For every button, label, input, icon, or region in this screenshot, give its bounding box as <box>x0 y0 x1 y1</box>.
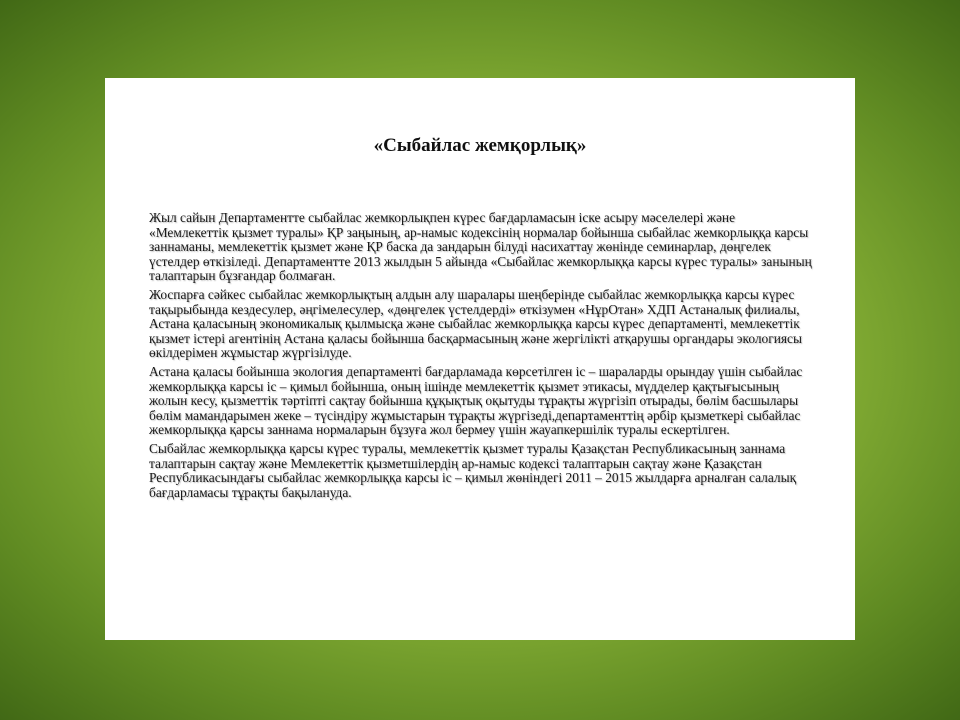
slide-title: «Сыбайлас жемқорлық» <box>373 135 587 156</box>
slide-body <box>149 211 817 504</box>
body-paragraph-4: Сыбайлас жемкорлыққа қарсы күрес туралы, мемлекеттік қызмет туралы Қазақстан Республикасының заннама талаптарын сақтау және Мемлекеттік қызметшілердің ар-намыс кодексі талаптарын сақтау және Қазақстан Республикасындағы сыбайлас жемкорлыққа карсы іс – қимыл жөніндегі 2011 – 2015 жылдарға арналған салалық бағдарламасы тұрақты бақылануда. <box>149 440 797 500</box>
body-paragraph-3: Астана қаласы бойынша экология департаменті бағдарламада көрсетілген іс – шараларды орындау үшін сыбайлас жемкорлыққа карсы іс – қимыл бойынша, оның ішінде мемлекеттік қызмет этикасы, мүдделер қақтығысының жолын кесу, қызметтік тәртіпті сақтау бойынша құқықтық оқытуды тұрақты жүргізіп отырады, бөлім басшылары бөлім мамандарымен жеке – түсіндіру жұмыстарын тұрақты жүргізеді,департаменттің әрбір қызметкері сыбайлас жемкорлыққа қарсы заннама нормаларын бұзуға жол бермеу үшін жауапкершілік туралы ескертілген. <box>149 363 803 438</box>
body-paragraph-1: Жыл сайын Департаментте сыбайлас жемкорлықпен күрес бағдарламасын іске асыру мәселелері және «Мемлекеттік қызмет туралы» ҚР заңының, ар-намыс кодексінің нормалар бойынша сыбайлас жемкорлыққа карсы заннаманы, мемлекеттік қызмет және ҚР баска да зандарын білуді насихаттау жөнінде семинарлар, дөңгелек үстелдер өткізіледі. Департаментте 2013 жылдын 5 айында «Сыбайлас жемкорлыққа карсы күрес туралы» занының талаптарын бұзғандар болмаған. <box>149 210 812 284</box>
body-paragraph-2: Жоспарға сәйкес сыбайлас жемкорлықтың алдын алу шаралары шеңберінде сыбайлас жемкорлыққа карсы күрес тақырыбында кездесулер, әңгімелесулер, «дөңгелек үстелдерді» өткізумен «НұрОтан» ХДП Астаналық филиалы, Астана қаласының экономикалық қылмысқа және сыбайлас жемкорлыққа карсы күрес департаменті, мемлекеттік қызмет істері агентінің Астана қаласы бойынша басқармасының және жергілікті атқарушы органдары экологиясы өкілдерімен жұмыстар жүргізілуде. <box>149 286 802 361</box>
slide-panel <box>105 78 855 640</box>
